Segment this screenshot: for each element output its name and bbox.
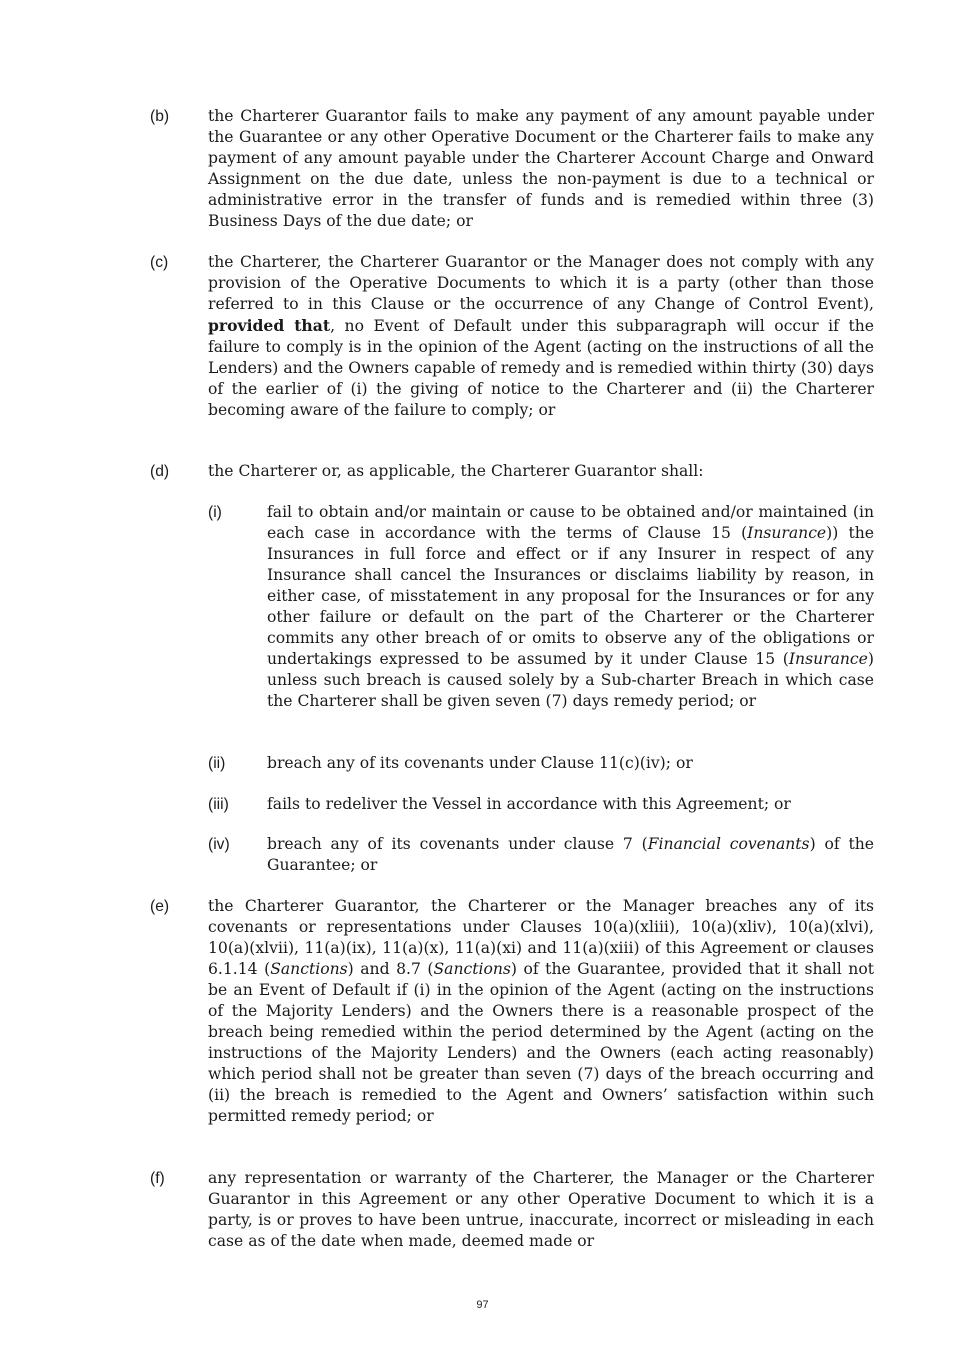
subclause-label: (iii) <box>208 796 229 813</box>
subclause-d-ii <box>208 753 874 774</box>
clause-text-part: the Charterer Guarantor, the Charterer or the Manager breaches any of its covenants or representations under Clauses 10(a)(xliii), 10(a)(xliv), 10(a)(xlvi), 10(a)(xlvii), 11(a)(ix), 11(a)(x), 11(a)(xi) and 11(a)(xiii) of this Agreement or clauses 6.1.14 ( <box>208 897 874 978</box>
clause-text-part: ) and 8.7 ( <box>347 960 434 978</box>
subclause-text-part: ) of the Guarantee; or <box>267 835 874 874</box>
clause-italic-ref: Sanctions <box>270 960 348 978</box>
clause-italic-ref: Sanctions <box>433 960 511 978</box>
subclause-d-iii <box>208 794 874 815</box>
subclause-italic-ref: Insurance <box>788 650 868 668</box>
clause-bold-phrase: provided that <box>208 316 331 335</box>
clause-text <box>208 896 874 1127</box>
subclause-italic-ref: Insurance <box>747 524 827 542</box>
clause-e <box>150 896 874 1127</box>
clause-label: (c) <box>150 254 169 271</box>
clause-text: the Charterer or, as applicable, the Charterer Guarantor shall: <box>208 462 704 480</box>
clause-text-part: , no Event of Default under this subparagraph will occur if the failure to comply is in the opinion of the Agent (acting on the instructions of all the Lenders) and the Owners capable of remedy and is remedied within thirty (30) days of the earlier of (i) the giving of notice to the Charterer and (ii) the Charterer becoming aware of the failure to comply; or <box>208 317 874 419</box>
subclause-d-iv <box>208 834 874 876</box>
subclause-d-i <box>208 502 874 712</box>
clause-label: (d) <box>150 463 170 480</box>
subclause-text: fails to redeliver the Vessel in accordance with this Agreement; or <box>267 795 791 813</box>
subclause-text: breach any of its covenants under Clause 11(c)(iv); or <box>267 754 693 772</box>
subclause-label: (i) <box>208 504 222 521</box>
subclause-text <box>267 502 874 712</box>
subclause-text-part: fail to obtain and/or maintain or cause to be obtained and/or maintained (in each case in accordance with the terms of Clause 15 ( <box>267 503 874 542</box>
clause-d <box>150 461 874 482</box>
clause-text: the Charterer Guarantor fails to make any payment of any amount payable under the Guarantee or any other Operative Document or the Charterer fails to make any payment of any amount payable under the Charterer Account Charge and Onward Assignment on the due date, unless the non-payment is due to a technical or administrative error in the transfer of funds and is remedied within three (3) Business Days of the due date; or <box>208 107 874 230</box>
clause-b <box>150 106 874 232</box>
clause-f <box>150 1168 874 1252</box>
clause-text-part: ) of the Guarantee, provided that it shall not be an Event of Default if (i) in the opinion of the Agent (acting on the instructions of the Majority Lenders) and the Owners there is a reasonable prospect of the breach being remedied within the period determined by the Agent (acting on the instructions of the Majority Lenders) and the Owners (each acting reasonably) which period shall not be greater than seven (7) days of the breach occurring and (ii) the breach is remedied to the Agent and Owners’ satisfaction within such permitted remedy period; or <box>208 960 874 1125</box>
clause-label: (f) <box>150 1170 165 1187</box>
subclause-text <box>267 834 874 876</box>
clause-text <box>208 252 874 421</box>
clause-label: (b) <box>150 108 170 125</box>
subclause-label: (ii) <box>208 755 226 772</box>
clause-label: (e) <box>150 898 170 915</box>
subclause-italic-ref: Financial covenants <box>647 835 810 853</box>
clause-c <box>150 252 874 421</box>
subclause-label: (iv) <box>208 836 230 853</box>
subclause-text-part: )) the Insurances in full force and effect or if any Insurer in respect of any Insurance shall cancel the Insurances or disclaims liability by reason, in either case, of misstatement in any proposal for the Insurances or for any other failure or default on the part of the Charterer or the Charterer commits any other breach of or omits to observe any of the obligations or undertakings expressed to be assumed by it under Clause 15 ( <box>267 524 874 668</box>
subclause-text-part: ) unless such breach is caused solely by a Sub-charter Breach in which case the Charterer shall be given seven (7) days remedy period; or <box>267 650 874 710</box>
clause-text: any representation or warranty of the Charterer, the Manager or the Charterer Guarantor in this Agreement or any other Operative Document to which it is a party, is or proves to have been untrue, inaccurate, incorrect or misleading in each case as of the date when made, deemed made or <box>208 1169 874 1250</box>
page-number: 97 <box>476 1299 489 1311</box>
clause-text-part: the Charterer, the Charterer Guarantor or the Manager does not comply with any provision of the Operative Documents to which it is a party (other than those referred to in this Clause or the occurrence of any Change of Control Event), <box>208 253 874 313</box>
subclause-text-part: breach any of its covenants under clause 7 ( <box>267 835 648 853</box>
